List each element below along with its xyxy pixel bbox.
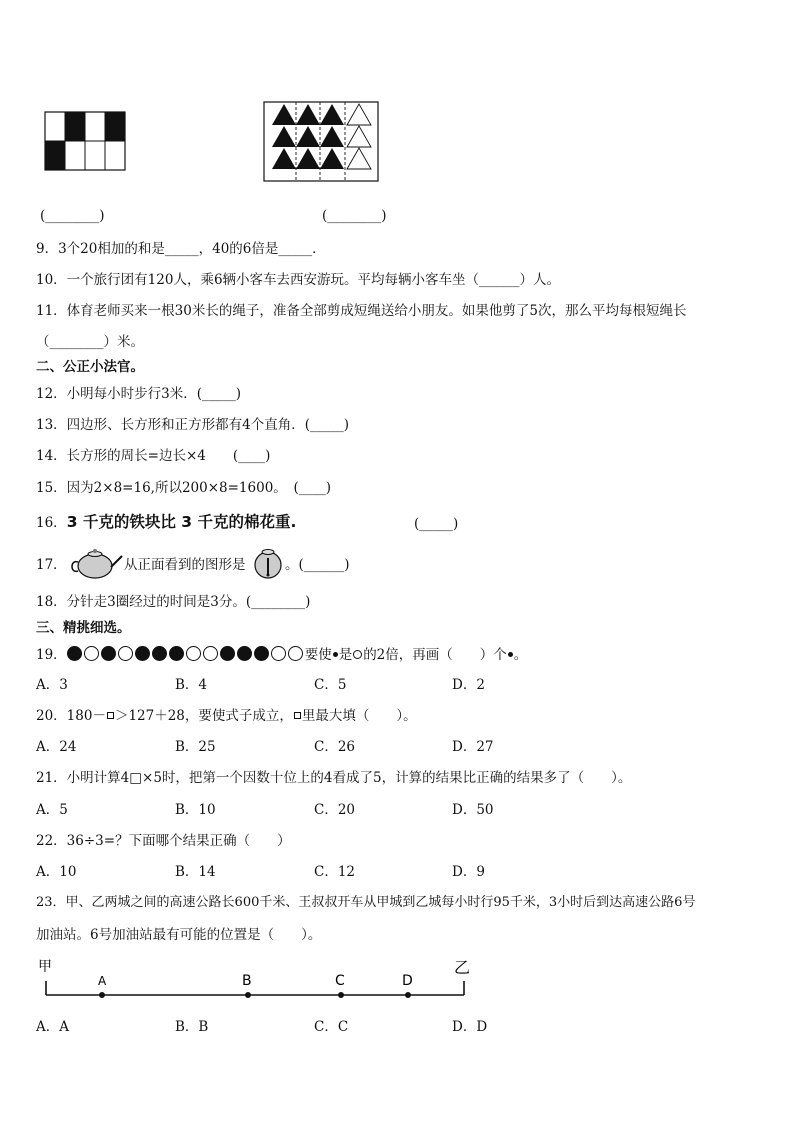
q20-option-d[interactable]: D．27	[452, 739, 494, 755]
question-11-line2: （________）米。	[36, 334, 144, 350]
q19-option-d[interactable]: D．2	[452, 677, 485, 693]
filled-circle-icon	[169, 646, 184, 661]
q21-option-d[interactable]: D．50	[452, 802, 494, 818]
q23-option-a[interactable]: A．A	[36, 1019, 69, 1035]
left-figure-caption: (________)	[40, 208, 105, 224]
question-16-blank: (_____)	[414, 516, 459, 532]
filled-circle-icon	[152, 646, 167, 661]
open-circle-icon	[186, 646, 201, 661]
end-city-label: 乙	[454, 958, 471, 977]
right-figure-caption: (________)	[322, 208, 387, 224]
question-21: 21．小明计算4□×5时，把第一个因数十位上的4看成了5，计算的结果比正确的结果多了（ ）。	[36, 770, 632, 786]
question-17-suffix: 。(______)	[285, 557, 350, 573]
question-9: 9．3个20相加的和是_____，40的6倍是_____．	[36, 241, 326, 257]
question-19-text-a: 要使	[304, 647, 332, 663]
open-circle-icon	[84, 646, 99, 661]
question-19-text-c: 的2倍，再画（ ）个	[363, 647, 507, 663]
question-18: 18．分针走3圈经过的时间是3分。(________)	[36, 594, 311, 610]
q20-option-b[interactable]: B．25	[175, 739, 216, 755]
question-20-text-c: 里最大填（ ）。	[301, 708, 417, 724]
question-16	[36, 513, 296, 532]
q21-option-c[interactable]: C．20	[314, 802, 356, 818]
question-17-number: 17．	[36, 557, 67, 573]
question-17-middle: 从正面看到的图形是	[124, 557, 246, 573]
question-22: 22．36÷3=？下面哪个结果正确（ ）	[36, 833, 291, 849]
q22-option-b[interactable]: B．14	[175, 864, 216, 880]
svg-text:B: B	[242, 973, 252, 989]
triangle-figure	[263, 101, 381, 183]
open-circle-icon	[118, 646, 133, 661]
q23-option-d[interactable]: D．D	[452, 1019, 488, 1035]
open-circle-icon	[203, 646, 218, 661]
q20-option-c[interactable]: C．26	[314, 739, 356, 755]
question-16-text: 3 千克的铁块比 3 千克的棉花重.	[66, 513, 297, 531]
q23-option-c[interactable]: C．C	[314, 1019, 349, 1035]
teapot-side-icon	[68, 547, 124, 581]
question-15: 15．因为2×8=16,所以200×8=1600。 (____)	[36, 480, 332, 496]
highway-diagram	[34, 955, 484, 1001]
svg-text:A: A	[98, 974, 107, 988]
q19-option-c[interactable]: C．5	[314, 677, 347, 693]
section-3-heading: 三、精挑细选。	[36, 620, 131, 636]
teapot-front-icon	[252, 546, 284, 580]
question-12: 12．小明每小时步行3米．(_____)	[36, 386, 242, 402]
q19-option-b[interactable]: B．4	[175, 677, 208, 693]
q20-option-a[interactable]: A．24	[36, 739, 77, 755]
dot-sequence	[67, 647, 305, 663]
question-11-line1: 11．体育老师买来一根30米长的绳子，准备全部剪成短绳送给小朋友。如果他剪了5次，那么平均每根短绳长	[36, 303, 687, 319]
question-20-text-b: ＞127＋28，要使式子成立，	[114, 708, 293, 724]
filled-circle-icon	[67, 646, 82, 661]
question-19-number: 19．	[36, 647, 67, 663]
svg-text:D: D	[402, 973, 413, 989]
q21-option-b[interactable]: B．10	[175, 802, 216, 818]
question-19	[36, 646, 527, 664]
question-14: 14．长方形的周长=边长×4 (____)	[36, 448, 271, 464]
question-20-text-a: 20．180－	[36, 708, 106, 724]
start-city-label: 甲	[38, 959, 52, 975]
question-23-line1: 23．甲、乙两城之间的高速公路长600千米、王叔叔开车从甲城到乙城每小时行95千米，3小时后到达高速公路6号	[36, 895, 696, 910]
filled-dot-icon	[508, 652, 513, 657]
section-2-heading: 二、公正小法官。	[36, 359, 144, 375]
filled-circle-icon	[101, 646, 116, 661]
filled-circle-icon	[135, 646, 150, 661]
grid-figure	[44, 111, 128, 171]
question-23-line2: 加油站。6号加油站最有可能的位置是（ ）。	[36, 927, 322, 943]
svg-text:C: C	[335, 973, 345, 989]
q22-option-d[interactable]: D．9	[452, 864, 485, 880]
question-20	[36, 707, 417, 725]
q21-option-a[interactable]: A．5	[36, 802, 68, 818]
question-17	[36, 556, 67, 574]
open-circle-icon	[288, 646, 303, 661]
filled-circle-icon	[254, 646, 269, 661]
box-icon	[107, 712, 114, 719]
q19-option-a[interactable]: A．3	[36, 677, 68, 693]
question-19-text-d: 。	[513, 647, 528, 663]
q23-option-b[interactable]: B．B	[175, 1019, 209, 1035]
open-circle-icon	[271, 646, 286, 661]
q22-option-a[interactable]: A．10	[36, 864, 77, 880]
question-19-text-b: 是	[338, 647, 353, 663]
box-icon	[294, 712, 301, 719]
filled-circle-icon	[237, 646, 252, 661]
question-16-number: 16．	[36, 515, 67, 531]
filled-circle-icon	[220, 646, 235, 661]
question-10: 10．一个旅行团有120人，乘6辆小客车去西安游玩。平均每辆小客车坐（______）人。	[36, 272, 561, 288]
open-dot-icon	[353, 650, 362, 659]
q22-option-c[interactable]: C．12	[314, 864, 356, 880]
filled-dot-icon	[333, 652, 338, 657]
question-13: 13．四边形、长方形和正方形都有4个直角．(_____)	[36, 417, 350, 433]
